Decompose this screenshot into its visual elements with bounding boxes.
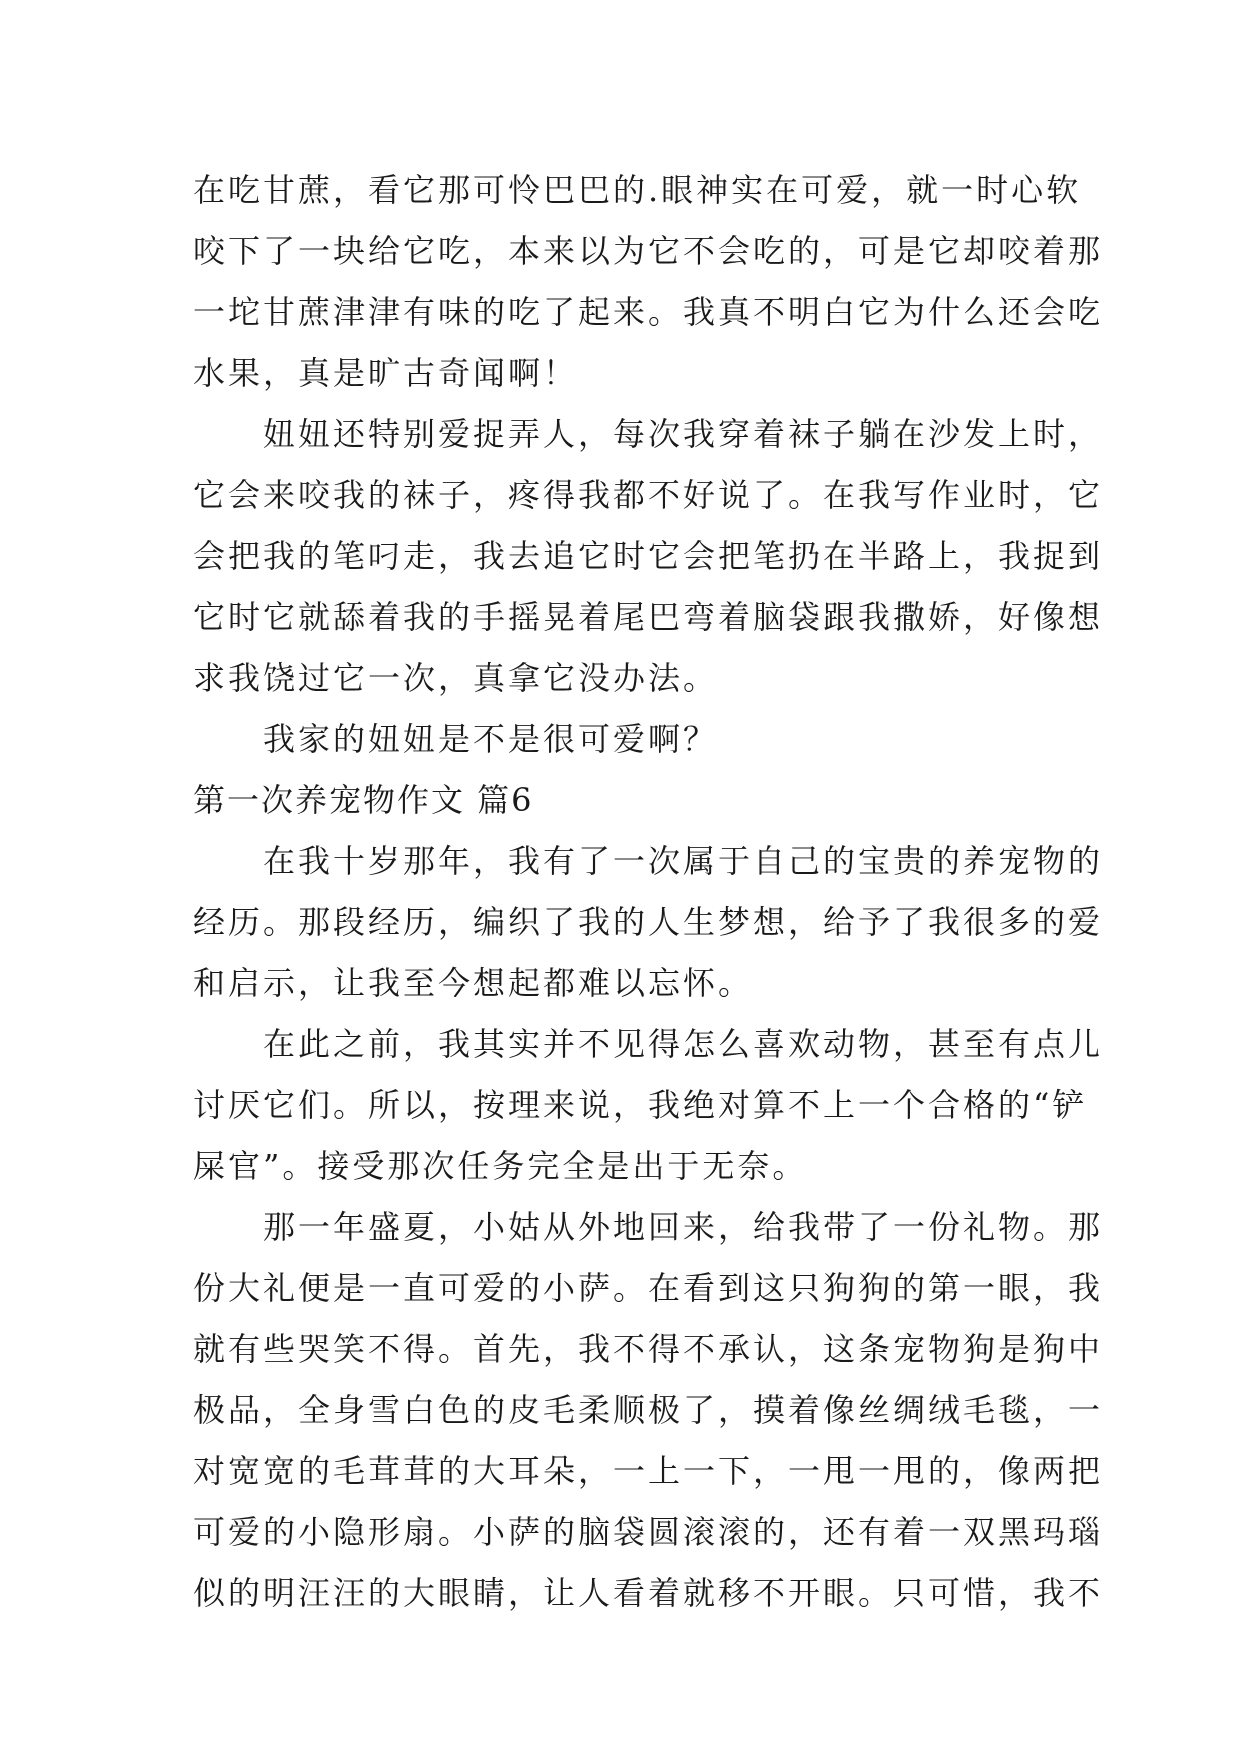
text-line: 似的明汪汪的大眼睛，让人看着就移不开眼。只可惜，我不: [193, 1574, 1104, 1612]
text-line: 份大礼便是一直可爱的小萨。在看到这只狗狗的第一眼，我: [193, 1269, 1104, 1307]
text-line: 可爱的小隐形扇。小萨的脑袋圆滚滚的，还有着一双黑玛瑙: [193, 1513, 1104, 1551]
text-line: 屎官”。接受那次任务完全是出于无奈。: [193, 1147, 808, 1185]
essay-text: [193, 160, 1104, 1624]
text-line: 就有些哭笑不得。首先，我不得不承认，这条宠物狗是狗中: [193, 1330, 1104, 1368]
text-line: 极品，全身雪白色的皮毛柔顺极了，摸着像丝绸绒毛毯，一: [193, 1391, 1104, 1429]
text-line: 一坨甘蔗津津有味的吃了起来。我真不明白它为什么还会吃: [193, 293, 1104, 331]
text-line: 和启示，让我至今想起都难以忘怀。: [193, 964, 754, 1002]
text-line: 在此之前，我其实并不见得怎么喜欢动物，甚至有点儿: [193, 1025, 1104, 1063]
text-line: 对宽宽的毛茸茸的大耳朵，一上一下，一甩一甩的，像两把: [193, 1452, 1104, 1490]
text-line: 它时它就舔着我的手摇晃着尾巴弯着脑袋跟我撒娇，好像想: [193, 598, 1104, 636]
text-line: 咬下了一块给它吃，本来以为它不会吃的，可是它却咬着那: [193, 232, 1104, 270]
section-heading: 第一次养宠物作文 篇6: [193, 781, 534, 819]
text-line: 在我十岁那年，我有了一次属于自己的宝贵的养宠物的: [193, 842, 1104, 880]
text-line: 会把我的笔叼走，我去追它时它会把笔扔在半路上，我捉到: [193, 537, 1104, 575]
text-line: 水果，真是旷古奇闻啊！: [193, 354, 579, 392]
text-line: 它会来咬我的袜子，疼得我都不好说了。在我写作业时，它: [193, 476, 1104, 514]
text-line: 妞妞还特别爱捉弄人，每次我穿着袜子躺在沙发上时，: [193, 415, 1104, 453]
text-line: 经历。那段经历，编织了我的人生梦想，给予了我很多的爱: [193, 903, 1104, 941]
text-line: 我家的妞妞是不是很可爱啊？: [193, 720, 719, 758]
text-line: 在吃甘蔗，看它那可怜巴巴的.眼神实在可爱，就一时心软: [193, 171, 1082, 209]
text-line: 求我饶过它一次，真拿它没办法。: [193, 659, 719, 697]
text-line: 讨厌它们。所以，按理来说，我绝对算不上一个合格的“铲: [193, 1086, 1088, 1124]
text-line: 那一年盛夏，小姑从外地回来，给我带了一份礼物。那: [193, 1208, 1104, 1246]
